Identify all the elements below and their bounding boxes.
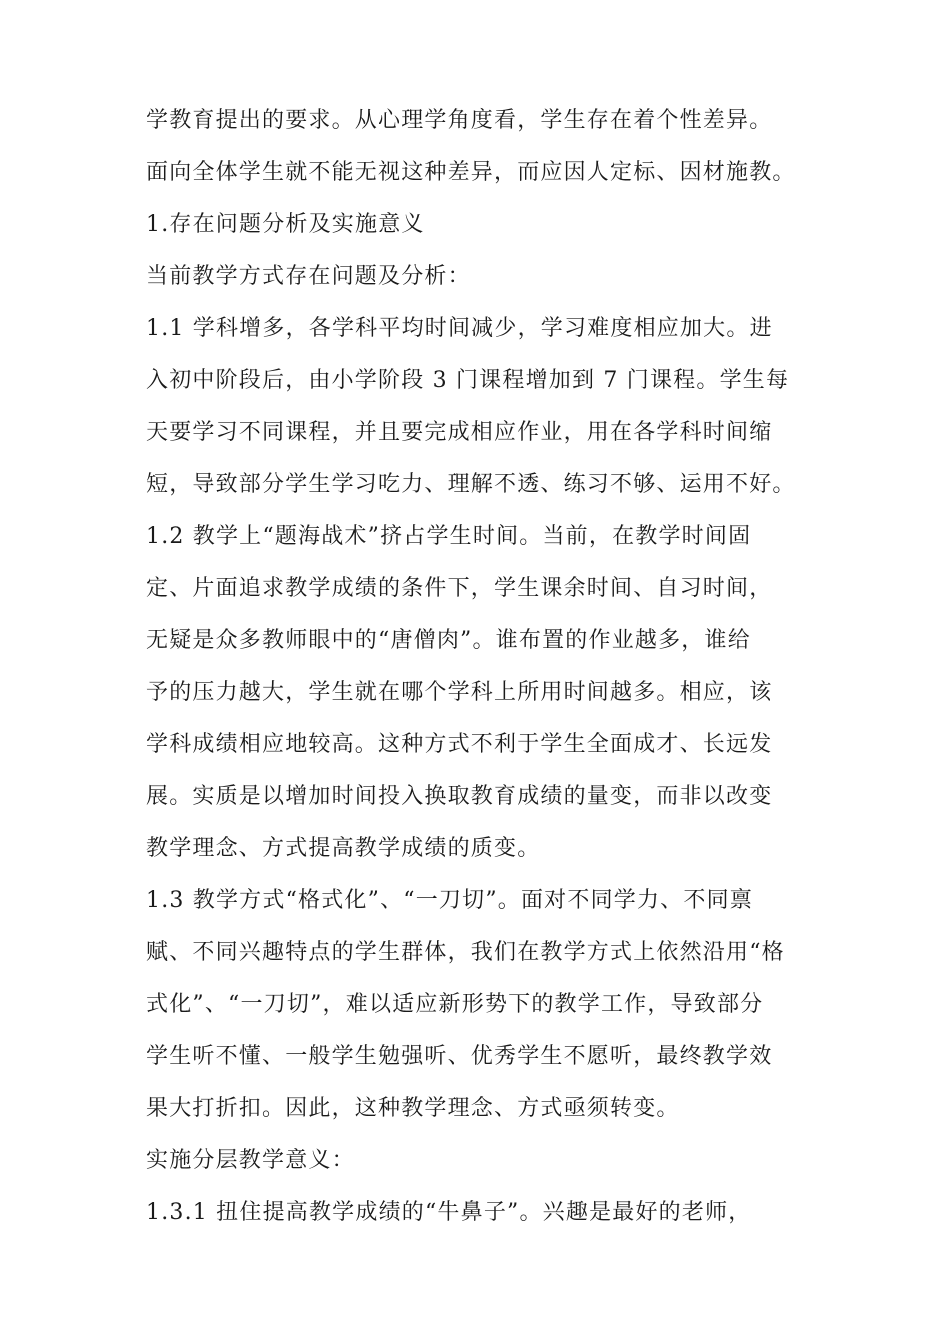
text-line: 予的压力越大，学生就在哪个学科上所用时间越多。相应，该 — [146, 680, 773, 705]
text-line: 学生听不懂、一般学生勉强听、优秀学生不愿听，最终教学效 — [146, 1044, 773, 1069]
text-line: 当前教学方式存在问题及分析： — [146, 264, 471, 289]
text-line: 学教育提出的要求。从心理学角度看，学生存在着个性差异。 — [146, 108, 773, 133]
text-line: 1.3.1 扭住提高教学成绩的“牛鼻子”。兴趣是最好的老师， — [146, 1200, 752, 1225]
text-line: 果大打折扣。因此，这种教学理念、方式亟须转变。 — [146, 1096, 680, 1121]
text-line: 1.1 学科增多，各学科平均时间减少，学习难度相应加大。进 — [146, 316, 773, 341]
text-line: 定、片面追求教学成绩的条件下，学生课余时间、自习时间， — [146, 576, 773, 601]
text-line: 短，导致部分学生学习吃力、理解不透、练习不够、运用不好。 — [146, 472, 796, 497]
text-line: 天要学习不同课程，并且要完成相应作业，用在各学科时间缩 — [146, 420, 773, 445]
text-line: 入初中阶段后，由小学阶段 3 门课程增加到 7 门课程。学生每 — [146, 368, 790, 393]
text-line: 教学理念、方式提高教学成绩的质变。 — [146, 836, 541, 861]
text-line: 学科成绩相应地较高。这种方式不利于学生全面成才、长远发 — [146, 732, 773, 757]
text-line: 展。实质是以增加时间投入换取教育成绩的量变，而非以改变 — [146, 784, 773, 809]
text-line: 1.3 教学方式“格式化”、“一刀切”。面对不同学力、不同禀 — [146, 888, 753, 913]
text-line: 无疑是众多教师眼中的“唐僧肉”。谁布置的作业越多，谁给 — [146, 628, 751, 653]
text-line: 实施分层教学意义： — [146, 1148, 355, 1173]
text-line: 1.2 教学上“题海战术”挤占学生时间。当前，在教学时间固 — [146, 524, 752, 549]
text-line: 面向全体学生就不能无视这种差异，而应因人定标、因材施教。 — [146, 160, 796, 185]
section-heading: 1.存在问题分析及实施意义 — [146, 212, 425, 237]
text-line: 赋、不同兴趣特点的学生群体，我们在教学方式上依然沿用“格 — [146, 940, 785, 965]
text-line: 式化”、“一刀切”，难以适应新形势下的教学工作，导致部分 — [146, 992, 764, 1017]
